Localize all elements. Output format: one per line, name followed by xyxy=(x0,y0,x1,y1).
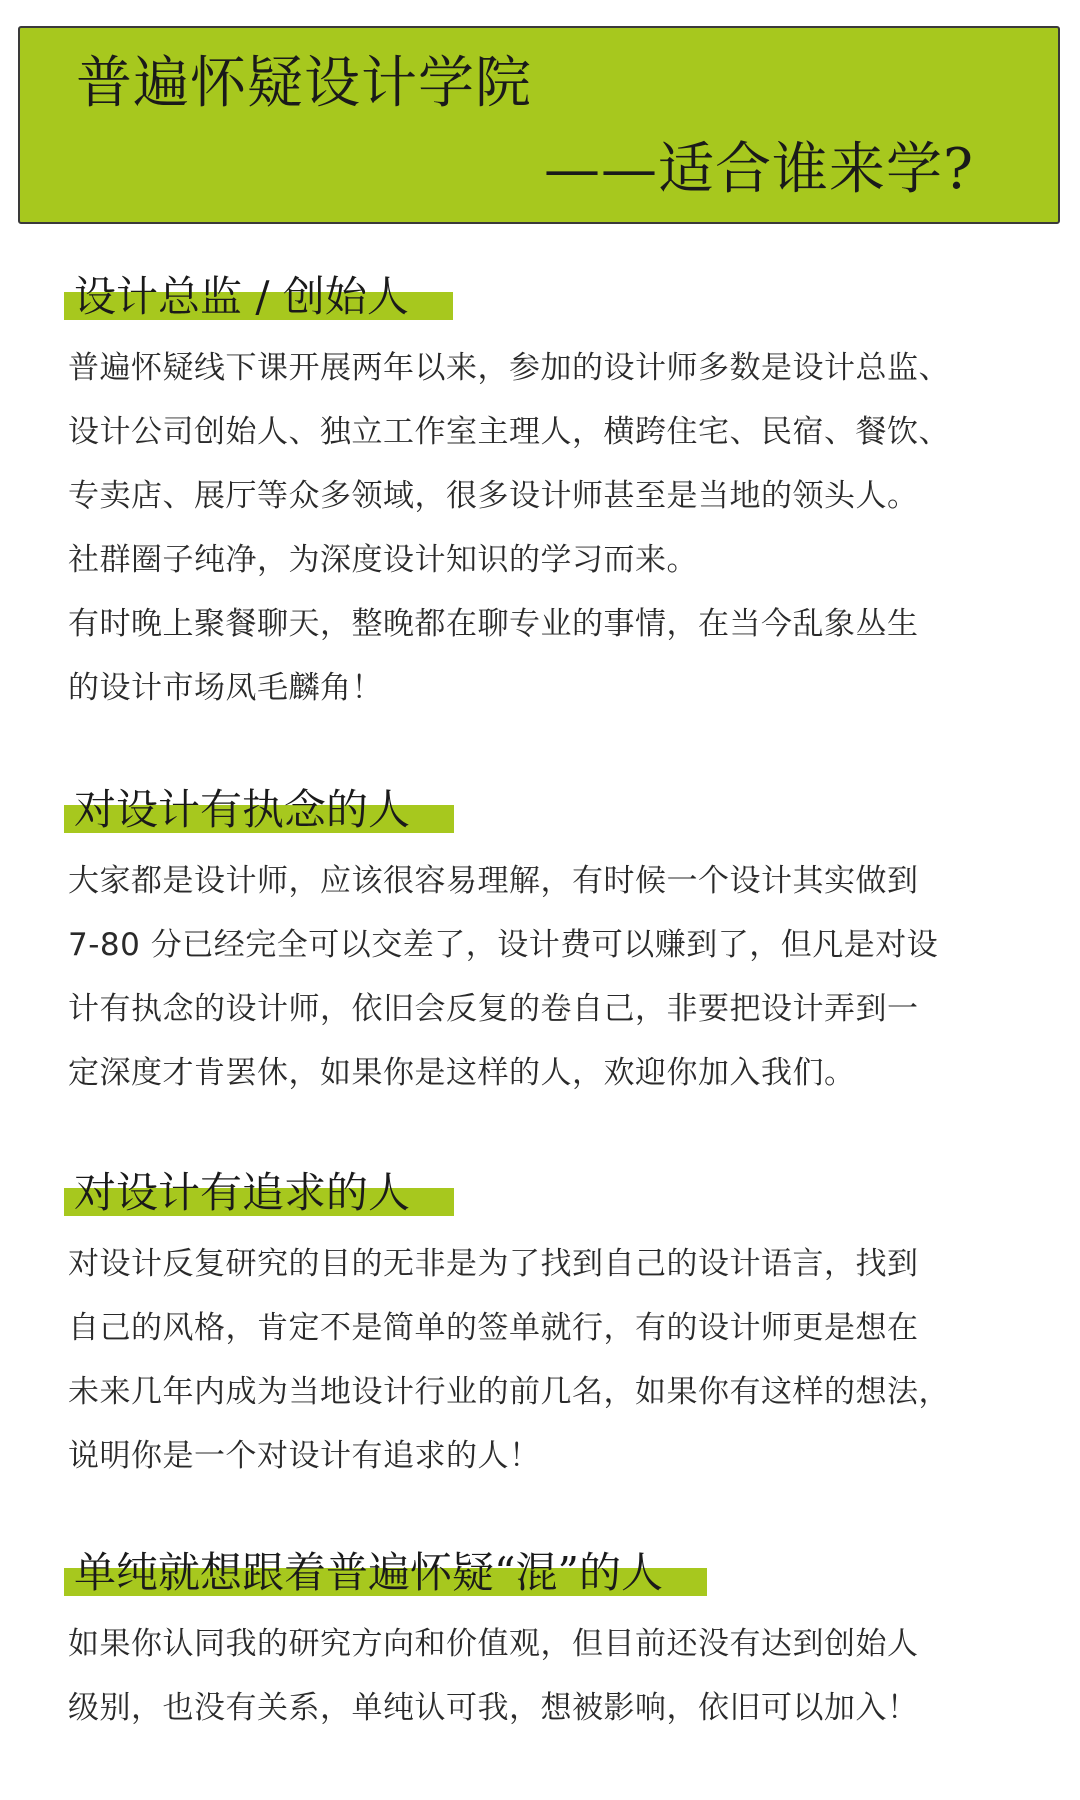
body-line: 计有执念的设计师，依旧会反复的卷自己，非要把设计弄到一 xyxy=(68,991,919,1028)
section-heading: 单纯就想跟着普遍怀疑“混”的人 xyxy=(64,1548,707,1598)
header-banner xyxy=(18,26,1060,224)
page-subtitle: ——适合谁来学? xyxy=(543,137,974,202)
body-line: 定深度才肯罢休，如果你是这样的人，欢迎你加入我们。 xyxy=(68,1055,856,1092)
body-line: 社群圈子纯净，为深度设计知识的学习而来。 xyxy=(68,542,698,579)
section-body xyxy=(68,1232,1018,1488)
section-follow xyxy=(68,1548,1018,1740)
body-line: 说明你是一个对设计有追求的人！ xyxy=(68,1438,541,1475)
body-line: 的设计市场凤毛麟角！ xyxy=(68,670,383,707)
section-body xyxy=(68,336,1018,720)
body-line: 未来几年内成为当地设计行业的前几名，如果你有这样的想法， xyxy=(68,1374,950,1411)
section-design-director xyxy=(68,272,1018,720)
page-title: 普遍怀疑设计学院 xyxy=(76,51,532,116)
body-line: 级别，也没有关系，单纯认可我，想被影响，依旧可以加入！ xyxy=(68,1690,919,1727)
section-pursuit xyxy=(68,1168,1018,1488)
body-line: 自己的风格，肯定不是简单的签单就行，有的设计师更是想在 xyxy=(68,1310,919,1347)
body-line: 设计公司创始人、独立工作室主理人，横跨住宅、民宿、餐饮、 xyxy=(68,414,950,451)
body-line: 7-80 分已经完全可以交差了，设计费可以赚到了，但凡是对设 xyxy=(68,927,939,964)
section-body xyxy=(68,1612,1018,1740)
body-line: 普遍怀疑线下课开展两年以来，参加的设计师多数是设计总监、 xyxy=(68,350,950,387)
section-heading: 对设计有执念的人 xyxy=(64,785,454,835)
section-body xyxy=(68,849,1018,1105)
section-heading: 对设计有追求的人 xyxy=(64,1168,454,1218)
body-line: 如果你认同我的研究方向和价值观，但目前还没有达到创始人 xyxy=(68,1626,919,1663)
section-heading: 设计总监 / 创始人 xyxy=(64,272,453,322)
body-line: 有时晚上聚餐聊天，整晚都在聊专业的事情，在当今乱象丛生 xyxy=(68,606,919,643)
body-line: 专卖店、展厅等众多领域，很多设计师甚至是当地的领头人。 xyxy=(68,478,919,515)
section-obsessed xyxy=(68,785,1018,1105)
body-line: 对设计反复研究的目的无非是为了找到自己的设计语言，找到 xyxy=(68,1246,919,1283)
body-line: 大家都是设计师，应该很容易理解，有时候一个设计其实做到 xyxy=(68,863,919,900)
